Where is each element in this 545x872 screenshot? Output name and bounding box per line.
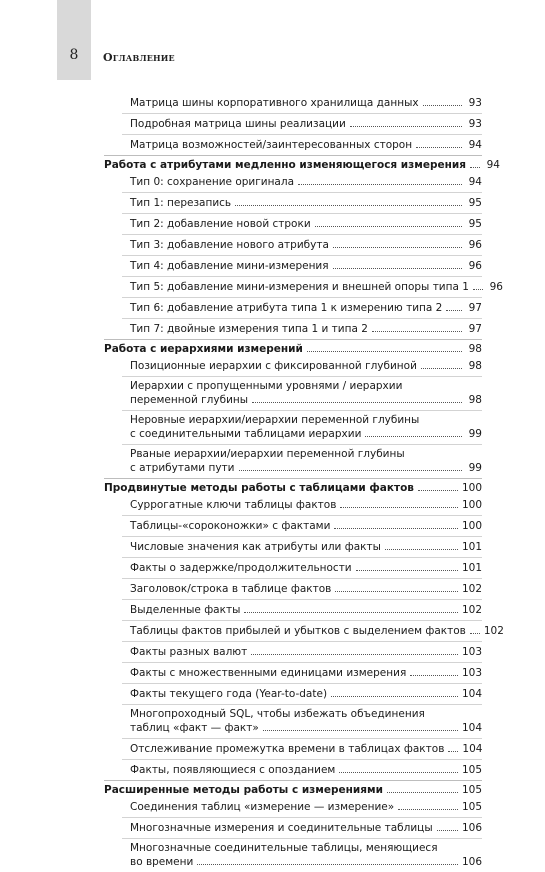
entry-divider bbox=[122, 376, 482, 377]
dot-leader bbox=[356, 561, 458, 571]
entry-divider bbox=[122, 662, 482, 663]
table-of-contents bbox=[104, 96, 504, 872]
toc-subsection-entry[interactable] bbox=[104, 540, 482, 554]
entry-divider bbox=[122, 213, 482, 214]
dot-leader bbox=[251, 645, 458, 655]
toc-entry-title: Числовые значения как атрибуты или факты bbox=[130, 541, 381, 553]
toc-entry-title: Продвинутые методы работы с таблицами фактов bbox=[104, 482, 414, 494]
toc-subsection-entry[interactable] bbox=[104, 666, 482, 680]
toc-subsection-entry[interactable] bbox=[104, 498, 482, 512]
toc-entry-title: Таблицы фактов прибылей и убытков с выделением фактов bbox=[130, 625, 466, 637]
dot-leader bbox=[410, 666, 458, 676]
toc-entry-title: Позиционные иерархии с фиксированной глубиной bbox=[130, 360, 417, 372]
toc-page-number: 98 bbox=[468, 360, 482, 372]
dot-leader bbox=[398, 800, 458, 810]
dot-leader bbox=[421, 359, 462, 369]
toc-page-number: 106 bbox=[461, 856, 482, 868]
dot-leader bbox=[470, 158, 480, 168]
entry-divider bbox=[122, 557, 482, 558]
toc-entry-title: Работа с атрибутами медленно изменяющегося измерения bbox=[104, 159, 466, 171]
dot-leader bbox=[385, 540, 458, 550]
toc-page-number: 98 bbox=[468, 394, 482, 406]
toc-entry-title: Выделенные факты bbox=[130, 604, 241, 616]
entry-divider bbox=[122, 234, 482, 235]
toc-subsection-entry[interactable] bbox=[104, 582, 482, 596]
toc-entry-title: Факты текущего года (Year-to-date) bbox=[130, 688, 328, 700]
toc-entry-title: Тип 1: перезапись bbox=[130, 197, 232, 209]
header-tab bbox=[57, 0, 91, 80]
toc-entry-title: Работа с иерархиями измерений bbox=[104, 343, 303, 355]
dot-leader bbox=[315, 217, 462, 227]
entry-divider bbox=[122, 599, 482, 600]
toc-entry-title: Соединения таблиц «измерение — измерение» bbox=[130, 801, 395, 813]
toc-subsection-entry[interactable] bbox=[104, 821, 482, 835]
toc-entry-title: Тип 2: добавление новой строки bbox=[130, 218, 311, 230]
entry-divider bbox=[122, 620, 482, 621]
dot-leader bbox=[333, 238, 462, 248]
entry-divider bbox=[122, 838, 482, 839]
dot-leader bbox=[339, 763, 458, 773]
toc-section-entry[interactable] bbox=[104, 481, 482, 495]
toc-entry-title: Заголовок/строка в таблице фактов bbox=[130, 583, 332, 595]
section-divider bbox=[104, 155, 482, 156]
dot-leader bbox=[446, 301, 462, 311]
toc-page-number: 102 bbox=[483, 625, 504, 637]
toc-page-number: 94 bbox=[468, 176, 482, 188]
toc-subsection-entry[interactable] bbox=[104, 561, 482, 575]
toc-page-number: 104 bbox=[461, 722, 482, 734]
dot-leader bbox=[239, 461, 463, 471]
dot-leader bbox=[335, 582, 458, 592]
entry-divider bbox=[122, 134, 482, 135]
dot-leader bbox=[437, 821, 458, 831]
toc-page-number: 102 bbox=[461, 604, 482, 616]
dot-leader bbox=[350, 117, 462, 127]
dot-leader bbox=[372, 322, 462, 332]
toc-page-number: 96 bbox=[468, 239, 482, 251]
toc-page-number: 100 bbox=[461, 482, 482, 494]
toc-subsection-entry[interactable] bbox=[104, 380, 482, 407]
toc-entry-title: с атрибутами пути bbox=[130, 462, 235, 474]
dot-leader bbox=[470, 624, 480, 634]
dot-leader bbox=[418, 481, 458, 491]
toc-subsection-entry[interactable] bbox=[104, 624, 504, 638]
entry-divider bbox=[122, 704, 482, 705]
dot-leader bbox=[263, 721, 458, 731]
entry-divider bbox=[122, 276, 482, 277]
dot-leader bbox=[473, 280, 483, 290]
toc-subsection-entry[interactable] bbox=[104, 175, 482, 189]
toc-entry-title: Тип 5: добавление мини-измерения и внешней опоры типа 1 bbox=[130, 281, 469, 293]
section-divider bbox=[104, 339, 482, 340]
toc-entry-title: таблиц «факт — факт» bbox=[130, 722, 259, 734]
section-divider bbox=[104, 780, 482, 781]
entry-divider bbox=[122, 515, 482, 516]
entry-divider bbox=[122, 318, 482, 319]
toc-section-entry[interactable] bbox=[104, 342, 482, 356]
entry-divider bbox=[122, 192, 482, 193]
toc-entry-title-line: Многопроходный SQL, чтобы избежать объединения bbox=[130, 708, 425, 720]
toc-entry-title: Факты разных валют bbox=[130, 646, 248, 658]
toc-entry-title: Матрица шины корпоративного хранилища данных bbox=[130, 97, 419, 109]
dot-leader bbox=[307, 342, 462, 352]
toc-subsection-entry[interactable] bbox=[104, 842, 482, 869]
toc-subsection-entry[interactable] bbox=[104, 280, 503, 294]
dot-leader bbox=[235, 196, 462, 206]
toc-entry-title: Тип 3: добавление нового атрибута bbox=[130, 239, 329, 251]
toc-page-number: 93 bbox=[468, 97, 482, 109]
toc-subsection-entry[interactable] bbox=[104, 138, 482, 152]
entry-divider bbox=[122, 759, 482, 760]
toc-subsection-entry[interactable] bbox=[104, 519, 482, 533]
section-divider bbox=[104, 478, 482, 479]
toc-entry-title: Таблицы-«сороконожки» с фактами bbox=[130, 520, 331, 532]
toc-subsection-entry[interactable] bbox=[104, 322, 482, 336]
dot-leader bbox=[340, 498, 458, 508]
entry-divider bbox=[122, 255, 482, 256]
toc-page-number: 100 bbox=[461, 499, 482, 511]
toc-entry-title: во времени bbox=[130, 856, 194, 868]
toc-entry-title-line: Неровные иерархии/иерархии переменной глубины bbox=[130, 414, 420, 426]
toc-entry-title: Тип 6: добавление атрибута типа 1 к измерению типа 2 bbox=[130, 302, 443, 314]
entry-divider bbox=[122, 410, 482, 411]
toc-page-number: 97 bbox=[468, 302, 482, 314]
toc-subsection-entry[interactable] bbox=[104, 645, 482, 659]
toc-subsection-entry[interactable] bbox=[104, 742, 482, 756]
toc-entry-title: Расширенные методы работы с измерениями bbox=[104, 784, 383, 796]
dot-leader bbox=[334, 519, 458, 529]
toc-subsection-entry[interactable] bbox=[104, 448, 482, 475]
toc-page-number: 105 bbox=[461, 784, 482, 796]
dot-leader bbox=[331, 687, 458, 697]
toc-entry-title-line: Многозначные соединительные таблицы, меняющиеся bbox=[130, 842, 438, 854]
dot-leader bbox=[333, 259, 462, 269]
toc-page-number: 101 bbox=[461, 541, 482, 553]
toc-page-number: 99 bbox=[468, 428, 482, 440]
toc-page-number: 95 bbox=[468, 197, 482, 209]
entry-divider bbox=[122, 641, 482, 642]
dot-leader bbox=[387, 783, 458, 793]
toc-page-number: 103 bbox=[461, 646, 482, 658]
toc-page-number: 96 bbox=[468, 260, 482, 272]
toc-subsection-entry[interactable] bbox=[104, 603, 482, 617]
toc-page-number: 93 bbox=[468, 118, 482, 130]
toc-page-number: 101 bbox=[461, 562, 482, 574]
entry-divider bbox=[122, 444, 482, 445]
toc-page-number: 95 bbox=[468, 218, 482, 230]
toc-page-number: 105 bbox=[461, 764, 482, 776]
toc-entry-title: Факты о задержке/продолжительности bbox=[130, 562, 352, 574]
entry-divider bbox=[122, 113, 482, 114]
entry-divider bbox=[122, 817, 482, 818]
toc-subsection-entry[interactable] bbox=[104, 800, 482, 814]
entry-divider bbox=[122, 578, 482, 579]
toc-subsection-entry[interactable] bbox=[104, 708, 482, 735]
toc-entry-title-line: Рваные иерархии/иерархии переменной глубины bbox=[130, 448, 405, 460]
toc-entry-title: Матрица возможностей/заинтересованных сторон bbox=[130, 139, 413, 151]
toc-entry-title: Отслеживание промежутка времени в таблицах фактов bbox=[130, 743, 445, 755]
toc-entry-title: переменной глубины bbox=[130, 394, 249, 406]
toc-page-number: 106 bbox=[461, 822, 482, 834]
toc-page-number: 94 bbox=[468, 139, 482, 151]
toc-page-number: 103 bbox=[461, 667, 482, 679]
toc-page-number: 100 bbox=[461, 520, 482, 532]
toc-entry-title: Подробная матрица шины реализации bbox=[130, 118, 346, 130]
dot-leader bbox=[423, 96, 462, 106]
toc-subsection-entry[interactable] bbox=[104, 301, 482, 315]
toc-subsection-entry[interactable] bbox=[104, 96, 482, 110]
toc-page-number: 105 bbox=[461, 801, 482, 813]
toc-entry-title-line: Иерархии с пропущенными уровнями / иерархии bbox=[130, 380, 403, 392]
toc-entry-title: Тип 0: сохранение оригинала bbox=[130, 176, 295, 188]
dot-leader bbox=[244, 603, 458, 613]
dot-leader bbox=[416, 138, 462, 148]
toc-subsection-entry[interactable] bbox=[104, 259, 482, 273]
toc-entry-title: Тип 7: двойные измерения типа 1 и типа 2 bbox=[130, 323, 368, 335]
toc-subsection-entry[interactable] bbox=[104, 763, 482, 777]
toc-entry-title: Многозначные измерения и соединительные таблицы bbox=[130, 822, 433, 834]
toc-page-number: 98 bbox=[468, 343, 482, 355]
entry-divider bbox=[122, 297, 482, 298]
dot-leader bbox=[448, 742, 458, 752]
toc-entry-title: Факты с множественными единицами измерения bbox=[130, 667, 407, 679]
running-title: Оглавление bbox=[103, 51, 175, 64]
dot-leader bbox=[298, 175, 462, 185]
toc-page-number: 96 bbox=[489, 281, 503, 293]
toc-subsection-entry[interactable] bbox=[104, 414, 482, 441]
toc-entry-title: Факты, появляющиеся с опозданием bbox=[130, 764, 336, 776]
toc-entry-title: Тип 4: добавление мини-измерения bbox=[130, 260, 329, 272]
toc-subsection-entry[interactable] bbox=[104, 117, 482, 131]
entry-divider bbox=[122, 738, 482, 739]
entry-divider bbox=[122, 683, 482, 684]
toc-subsection-entry[interactable] bbox=[104, 687, 482, 701]
toc-entry-title: Суррогатные ключи таблицы фактов bbox=[130, 499, 337, 511]
entry-divider bbox=[122, 536, 482, 537]
toc-subsection-entry[interactable] bbox=[104, 217, 482, 231]
page-number: 8 bbox=[69, 47, 79, 63]
toc-page-number: 94 bbox=[486, 159, 500, 171]
toc-subsection-entry[interactable] bbox=[104, 196, 482, 210]
toc-section-entry[interactable] bbox=[104, 158, 500, 172]
toc-page-number: 104 bbox=[462, 743, 483, 755]
toc-page-number: 99 bbox=[468, 462, 482, 474]
toc-subsection-entry[interactable] bbox=[104, 359, 482, 373]
dot-leader bbox=[197, 855, 458, 865]
toc-subsection-entry[interactable] bbox=[104, 238, 482, 252]
dot-leader bbox=[252, 393, 462, 403]
toc-page-number: 102 bbox=[461, 583, 482, 595]
toc-section-entry[interactable] bbox=[104, 783, 482, 797]
toc-page-number: 104 bbox=[461, 688, 482, 700]
toc-page-number: 97 bbox=[468, 323, 482, 335]
toc-entry-title: с соединительными таблицами иерархии bbox=[130, 428, 362, 440]
dot-leader bbox=[365, 427, 462, 437]
